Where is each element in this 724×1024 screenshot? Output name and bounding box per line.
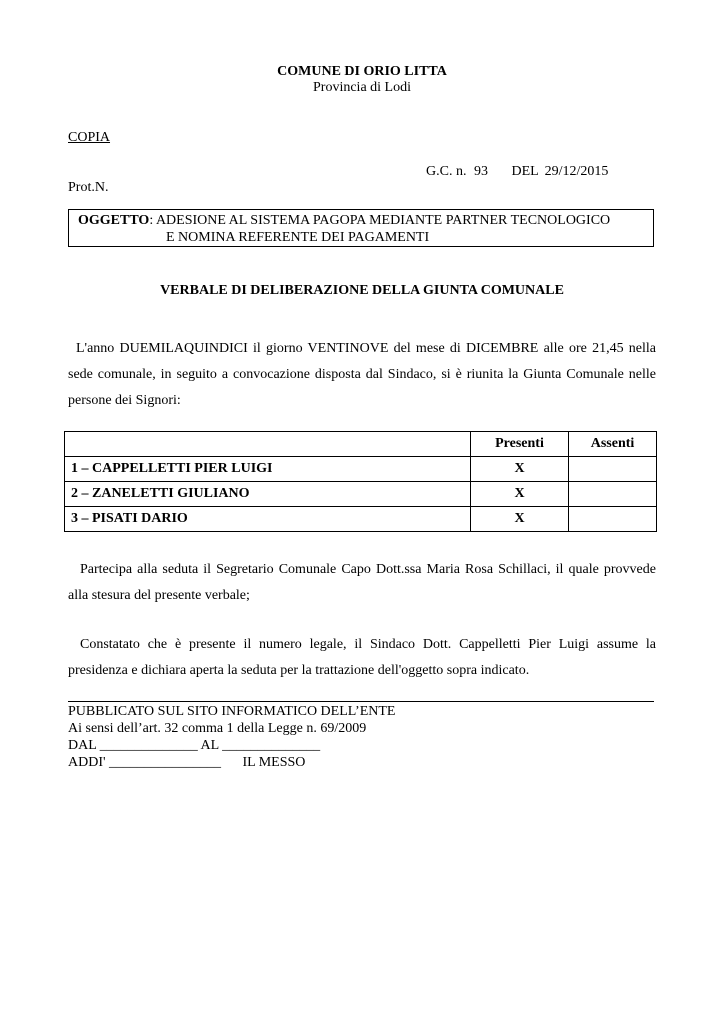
table-header-presenti: Presenti xyxy=(471,432,569,457)
table-row xyxy=(65,457,657,482)
member-presenti: X xyxy=(471,482,569,507)
member-presenti: X xyxy=(471,507,569,532)
oggetto-text-1: : ADESIONE AL SISTEMA PAGOPA MEDIANTE PARTNER TECNOLOGICO xyxy=(149,213,611,228)
member-name: 3 – PISATI DARIO xyxy=(65,507,471,532)
constatato-paragraph: Constatato che è presente il numero legale, il Sindaco Dott. Cappelletti Pier Luigi assume la presidenza e dichiara aperta la seduta per la trattazione dell'oggetto sopra indicato. xyxy=(68,637,656,678)
table-header-row xyxy=(65,432,657,457)
oggetto-box xyxy=(68,209,654,247)
addi-line xyxy=(68,754,305,771)
gc-date: 29/12/2015 xyxy=(544,164,609,179)
gc-reference xyxy=(426,164,608,180)
messo-text: IL MESSO xyxy=(242,755,306,770)
addi-text: ADDI' ________________ xyxy=(68,755,222,770)
table-header-assenti: Assenti xyxy=(569,432,657,457)
oggetto-line-1 xyxy=(78,213,610,229)
comune-name: COMUNE DI ORIO LITTA xyxy=(277,64,447,79)
intro-paragraph: L'anno DUEMILAQUINDICI il giorno VENTINOVE del mese di DICEMBRE alle ore 21,45 nella sede comunale, in seguito a convocazione disposta dal Sindaco, si è riunita la Giunta Comunale nelle persone dei Signori: xyxy=(68,341,656,408)
footer-divider xyxy=(68,701,654,702)
member-name: 1 – CAPPELLETTI PIER LUIGI xyxy=(65,457,471,482)
member-assenti xyxy=(569,457,657,482)
gc-label: G.C. n. xyxy=(426,164,467,179)
member-assenti xyxy=(569,482,657,507)
table-header-name xyxy=(65,432,471,457)
pubblicato-line: PUBBLICATO SUL SITO INFORMATICO DELL’ENTE xyxy=(68,704,396,719)
dal-al-line: DAL ______________ AL ______________ xyxy=(68,738,321,753)
members-table xyxy=(64,431,657,532)
gc-number: 93 xyxy=(473,164,488,179)
oggetto-text-2: E NOMINA REFERENTE DEI PAGAMENTI xyxy=(166,230,430,245)
oggetto-label: OGGETTO xyxy=(78,213,150,228)
member-assenti xyxy=(569,507,657,532)
document-title: VERBALE DI DELIBERAZIONE DELLA GIUNTA COMUNALE xyxy=(160,283,564,298)
member-presenti: X xyxy=(471,457,569,482)
member-name: 2 – ZANELETTI GIULIANO xyxy=(65,482,471,507)
prot-label: Prot.N. xyxy=(68,180,109,195)
gc-del-label: DEL xyxy=(511,164,539,179)
copia-label: COPIA xyxy=(68,130,111,145)
sensi-line: Ai sensi dell’art. 32 comma 1 della Legge n. 69/2009 xyxy=(68,721,367,736)
table-row xyxy=(65,507,657,532)
table-row xyxy=(65,482,657,507)
partecipa-paragraph: Partecipa alla seduta il Segretario Comunale Capo Dott.ssa Maria Rosa Schillaci, il quale provvede alla stesura del presente verbale; xyxy=(68,562,656,603)
provincia-name: Provincia di Lodi xyxy=(313,80,411,95)
